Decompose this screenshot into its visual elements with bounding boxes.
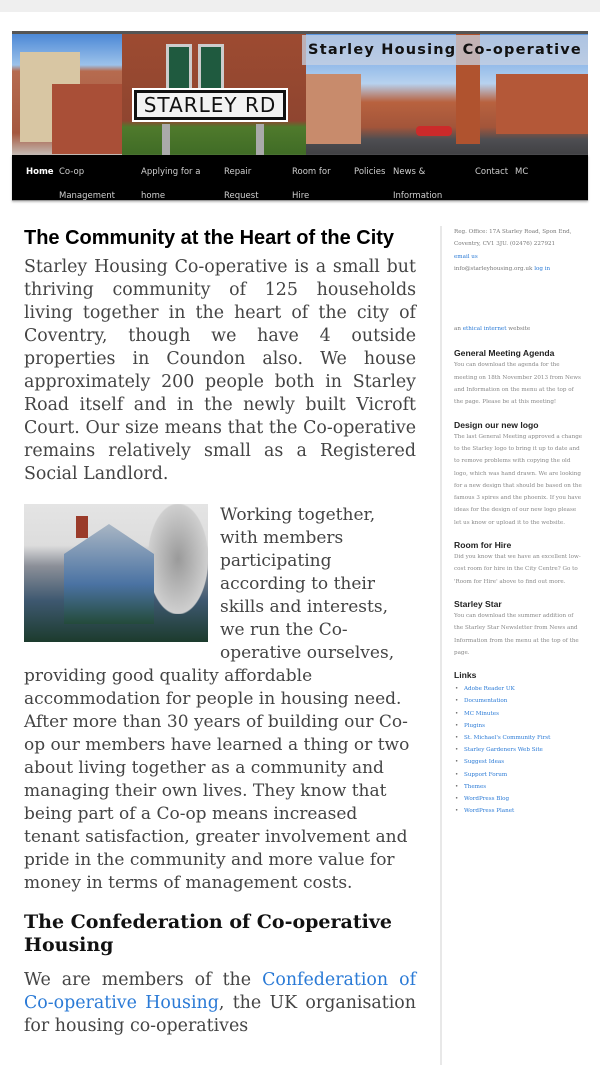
widget-text-starley-star: You can download the summer addition of the Starley Star Newsletter from News and Information from the menu at the top of the page. — [454, 612, 579, 656]
email-us-link[interactable]: email us — [454, 253, 478, 260]
ethical-internet-line: an ethical internet website — [454, 326, 531, 333]
widget-text-new-logo: The last General Meeting approved a change to the Starley logo to bring it up to date and to remove problems with copying the old logo, which was hand drawn. We are looking for a new design that should be based on the famous 3 spires and the phoenix. If you have ideas for the design of our new logo please let us know or upload it to the website. — [454, 433, 583, 526]
nav-applying-for-a-home[interactable]: Applying for a home — [141, 167, 201, 201]
banner-photo-flats — [12, 34, 122, 155]
main-nav — [12, 155, 588, 201]
link-mc-minutes[interactable]: • MC Minutes — [454, 708, 584, 720]
link-suggest-ideas[interactable]: • Suggest Ideas — [454, 756, 584, 768]
street-sign: STARLEY RD — [134, 90, 286, 120]
widget-title-general-meeting: General Meeting Agenda — [454, 348, 555, 359]
link-wordpress-blog[interactable]: • WordPress Blog — [454, 793, 584, 805]
email-line — [454, 263, 584, 275]
main-content — [24, 226, 416, 1038]
cch-link[interactable]: Confederation of Co-operative Housing — [24, 970, 417, 1013]
nav-contact[interactable]: Contact — [475, 167, 509, 177]
widget-text-general-meeting: You can download the agenda for the meeting on 18th November 2013 from News and Information on the menu at the top of the page. Please be at this meeting! — [454, 362, 581, 406]
intro-paragraph: Starley Housing Co-operative is a small but thriving community of 125 households living together in the heart of the city of Coventry, though we have 4 outside properties in Coundon also. We house approximately 200 people both in Starley Road itself and in the newly built Vicroft Court. Our size means that the Co-operative remains relatively small as a Registered Social Landlord. — [24, 257, 416, 484]
nav-news-information[interactable]: News & Information — [393, 167, 443, 201]
nav-mc[interactable]: MC — [515, 167, 529, 177]
link-wordpress-planet[interactable]: • WordPress Planet — [454, 805, 584, 817]
link-adobe-reader[interactable]: • Adobe Reader UK — [454, 683, 584, 695]
link-plugins[interactable]: • Plugins — [454, 720, 584, 732]
nav-room-for-hire[interactable]: Room for Hire — [292, 167, 331, 201]
header-banner[interactable] — [12, 31, 588, 155]
sidebar — [440, 226, 588, 1065]
site-title[interactable]: Starley Housing Co-operative — [302, 35, 588, 65]
browser-top-strip — [0, 0, 600, 12]
link-themes[interactable]: • Themes — [454, 781, 584, 793]
login-link[interactable]: log in — [534, 265, 551, 272]
link-st-michaels[interactable]: • St. Michael's Community First — [454, 732, 584, 744]
working-together-paragraph: Working together, with members participating according to their skills and interests, we run the Co-operative ourselves, providing good quality affordable accommodation for people in housing need. After more than 30 years of building our Co-op our members have learned a thing or two about living together as a community and managing their own lives. They know that being part of a Co-op means increased tenant satisfaction, greater involvement and pride in the community and more value for money in terms of management costs. — [24, 505, 410, 893]
nav-policies[interactable]: Policies — [354, 167, 386, 177]
confederation-paragraph: We are members of the Confederation of Co-operative Housing, the UK organisation for housing co-operatives — [24, 970, 417, 1036]
ethical-internet-link[interactable]: ethical internet — [462, 326, 507, 333]
mural-photo — [24, 504, 208, 644]
link-documentation[interactable]: • Documentation — [454, 695, 584, 707]
links-title: Links — [454, 670, 477, 681]
link-starley-gardeners[interactable]: • Starley Gardeners Web Site — [454, 744, 584, 756]
link-support-forum[interactable]: • Support Forum — [454, 769, 584, 781]
widget-title-starley-star: Starley Star — [454, 598, 502, 609]
office-address: Reg. Office: 17A Starley Road, Spon End, Coventry, CV1 3JU. (02476) 227921 — [454, 229, 572, 248]
email-address: info@starleyhousing.org.uk — [454, 265, 533, 272]
page-heading: The Community at the Heart of the City — [24, 227, 395, 249]
widget-text-room-for-hire: Did you know that we have an excellent low-cost room for hire in the City Centre? Go to 'Room for Hire' above to find out more. — [454, 554, 581, 585]
links-list — [454, 683, 584, 817]
widget-title-new-logo: Design our new logo — [454, 419, 539, 430]
nav-home[interactable]: Home — [26, 167, 54, 177]
section-heading-confederation: The Confederation of Co-operative Housing — [24, 911, 392, 956]
nav-coop-management[interactable]: Co-op Management — [59, 167, 115, 201]
widget-title-room-for-hire: Room for Hire — [454, 540, 512, 551]
nav-repair-request[interactable]: Repair Request — [224, 167, 259, 201]
